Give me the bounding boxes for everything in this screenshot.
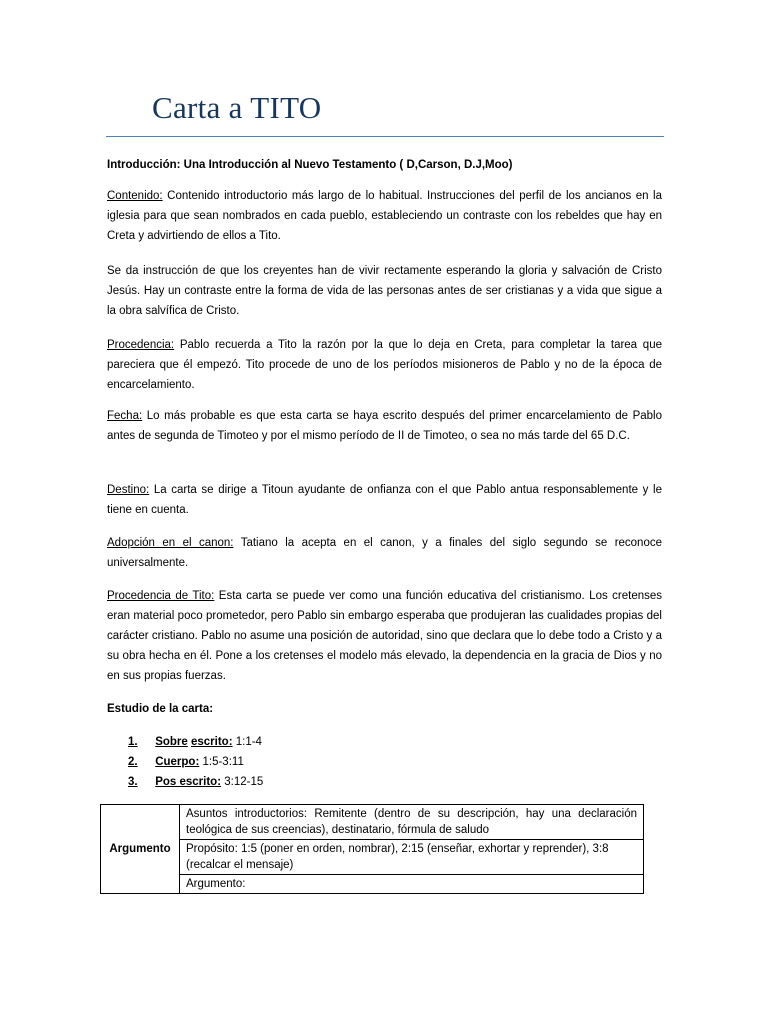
procedencia-text: Pablo recuerda a Tito la razón por la que lo deja en Creta, para completar la tarea que pareciera que él empezó. Tito procede de uno de los períodos misioneros de Pablo y no de la época de encarcelamiento. <box>107 339 662 391</box>
table-header-cell: Argumento <box>101 805 180 894</box>
contenido-text: Contenido introductorio más largo de lo habitual. Instrucciones del perfil de los ancianos en la iglesia para que sean nombrados en cada pueblo, estableciendo un contraste con los rebeldes que hay en Creta y advirtiendo de ellos a Tito. <box>107 190 662 242</box>
argument-table <box>100 804 644 894</box>
table-cell: Propósito: 1:5 (poner en orden, nombrar), 2:15 (enseñar, exhortar y reprender), 3:8 (recalcar el mensaje) <box>180 840 644 875</box>
estudio-heading: Estudio de la carta: <box>107 703 214 715</box>
list-item <box>128 772 263 792</box>
table-cell: Asuntos introductorios: Remitente (dentro de su descripción, hay una declaración teológica de sus creencias), destinatario, fórmula de saludo <box>180 805 644 840</box>
contenido-label: Contenido: <box>107 190 163 202</box>
list-number: 1. <box>128 736 138 748</box>
title-divider <box>106 136 664 137</box>
table-row <box>101 805 644 840</box>
list-label: Sobre <box>155 736 188 748</box>
list-label: escrito: <box>191 736 233 748</box>
procedencia-label: Procedencia: <box>107 339 175 351</box>
list-item <box>128 732 263 752</box>
intro-heading: Introducción: Una Introducción al Nuevo Testamento ( D,Carson, D.J,Moo) <box>107 159 513 171</box>
table-row <box>101 875 644 894</box>
procedencia-tito-text: Esta carta se puede ver como una función educativa del cristianismo. Los cretenses eran material poco prometedor, pero Pablo sin embargo esperaba que produjeran las cualidades propias del carácter cristiano. Pablo no asume una posición de autoridad, sino que declara que lo debe todo a Cristo y a su obra hecha en él. Pone a los cretenses el modelo más elevado, la dependencia en la gracia de Dios y no en sus propias fuerzas. <box>107 590 663 682</box>
list-number: 3. <box>128 776 138 788</box>
destino-label: Destino: <box>107 484 150 496</box>
destino-paragraph <box>107 480 662 520</box>
adopcion-paragraph <box>107 533 662 573</box>
procedencia-paragraph <box>107 335 662 395</box>
list-item <box>128 752 263 772</box>
estudio-list <box>128 732 263 792</box>
fecha-paragraph <box>107 406 662 446</box>
procedencia-tito-label: Procedencia de Tito: <box>107 590 215 602</box>
fecha-text: Lo más probable es que esta carta se haya escrito después del primer encarcelamiento de Pablo antes de segunda de Timoteo y por el mismo período de II de Timoteo, o sea no más tarde del 65 D.C. <box>107 410 662 442</box>
procedencia-tito-paragraph <box>107 586 662 686</box>
list-label: Cuerpo: <box>155 756 200 768</box>
adopcion-label: Adopción en el canon: <box>107 537 234 549</box>
fecha-label: Fecha: <box>107 410 143 422</box>
document-title: Carta a TITO <box>152 90 322 125</box>
adopcion-text: Tatiano la acepta en el canon, y a finales del siglo segundo se reconoce universalmente. <box>107 537 662 569</box>
list-value: 3:12-15 <box>221 776 264 788</box>
list-label: Pos escrito: <box>155 776 222 788</box>
table-row <box>101 840 644 875</box>
list-value: 1:5-3:11 <box>199 756 244 768</box>
list-value: 1:1-4 <box>232 736 262 748</box>
instruccion-paragraph: Se da instrucción de que los creyentes han de vivir rectamente esperando la gloria y salvación de Cristo Jesús. Hay un contraste entre la forma de vida de las personas antes de ser cristianas y a vida que sigue a la obra salvífica de Cristo. <box>107 265 662 317</box>
contenido-paragraph <box>107 186 662 246</box>
table-cell: Argumento: <box>180 875 644 894</box>
list-number: 2. <box>128 756 138 768</box>
destino-text: La carta se dirige a Titoun ayudante de onfianza con el que Pablo antua responsablemente y le tiene en cuenta. <box>107 484 662 516</box>
